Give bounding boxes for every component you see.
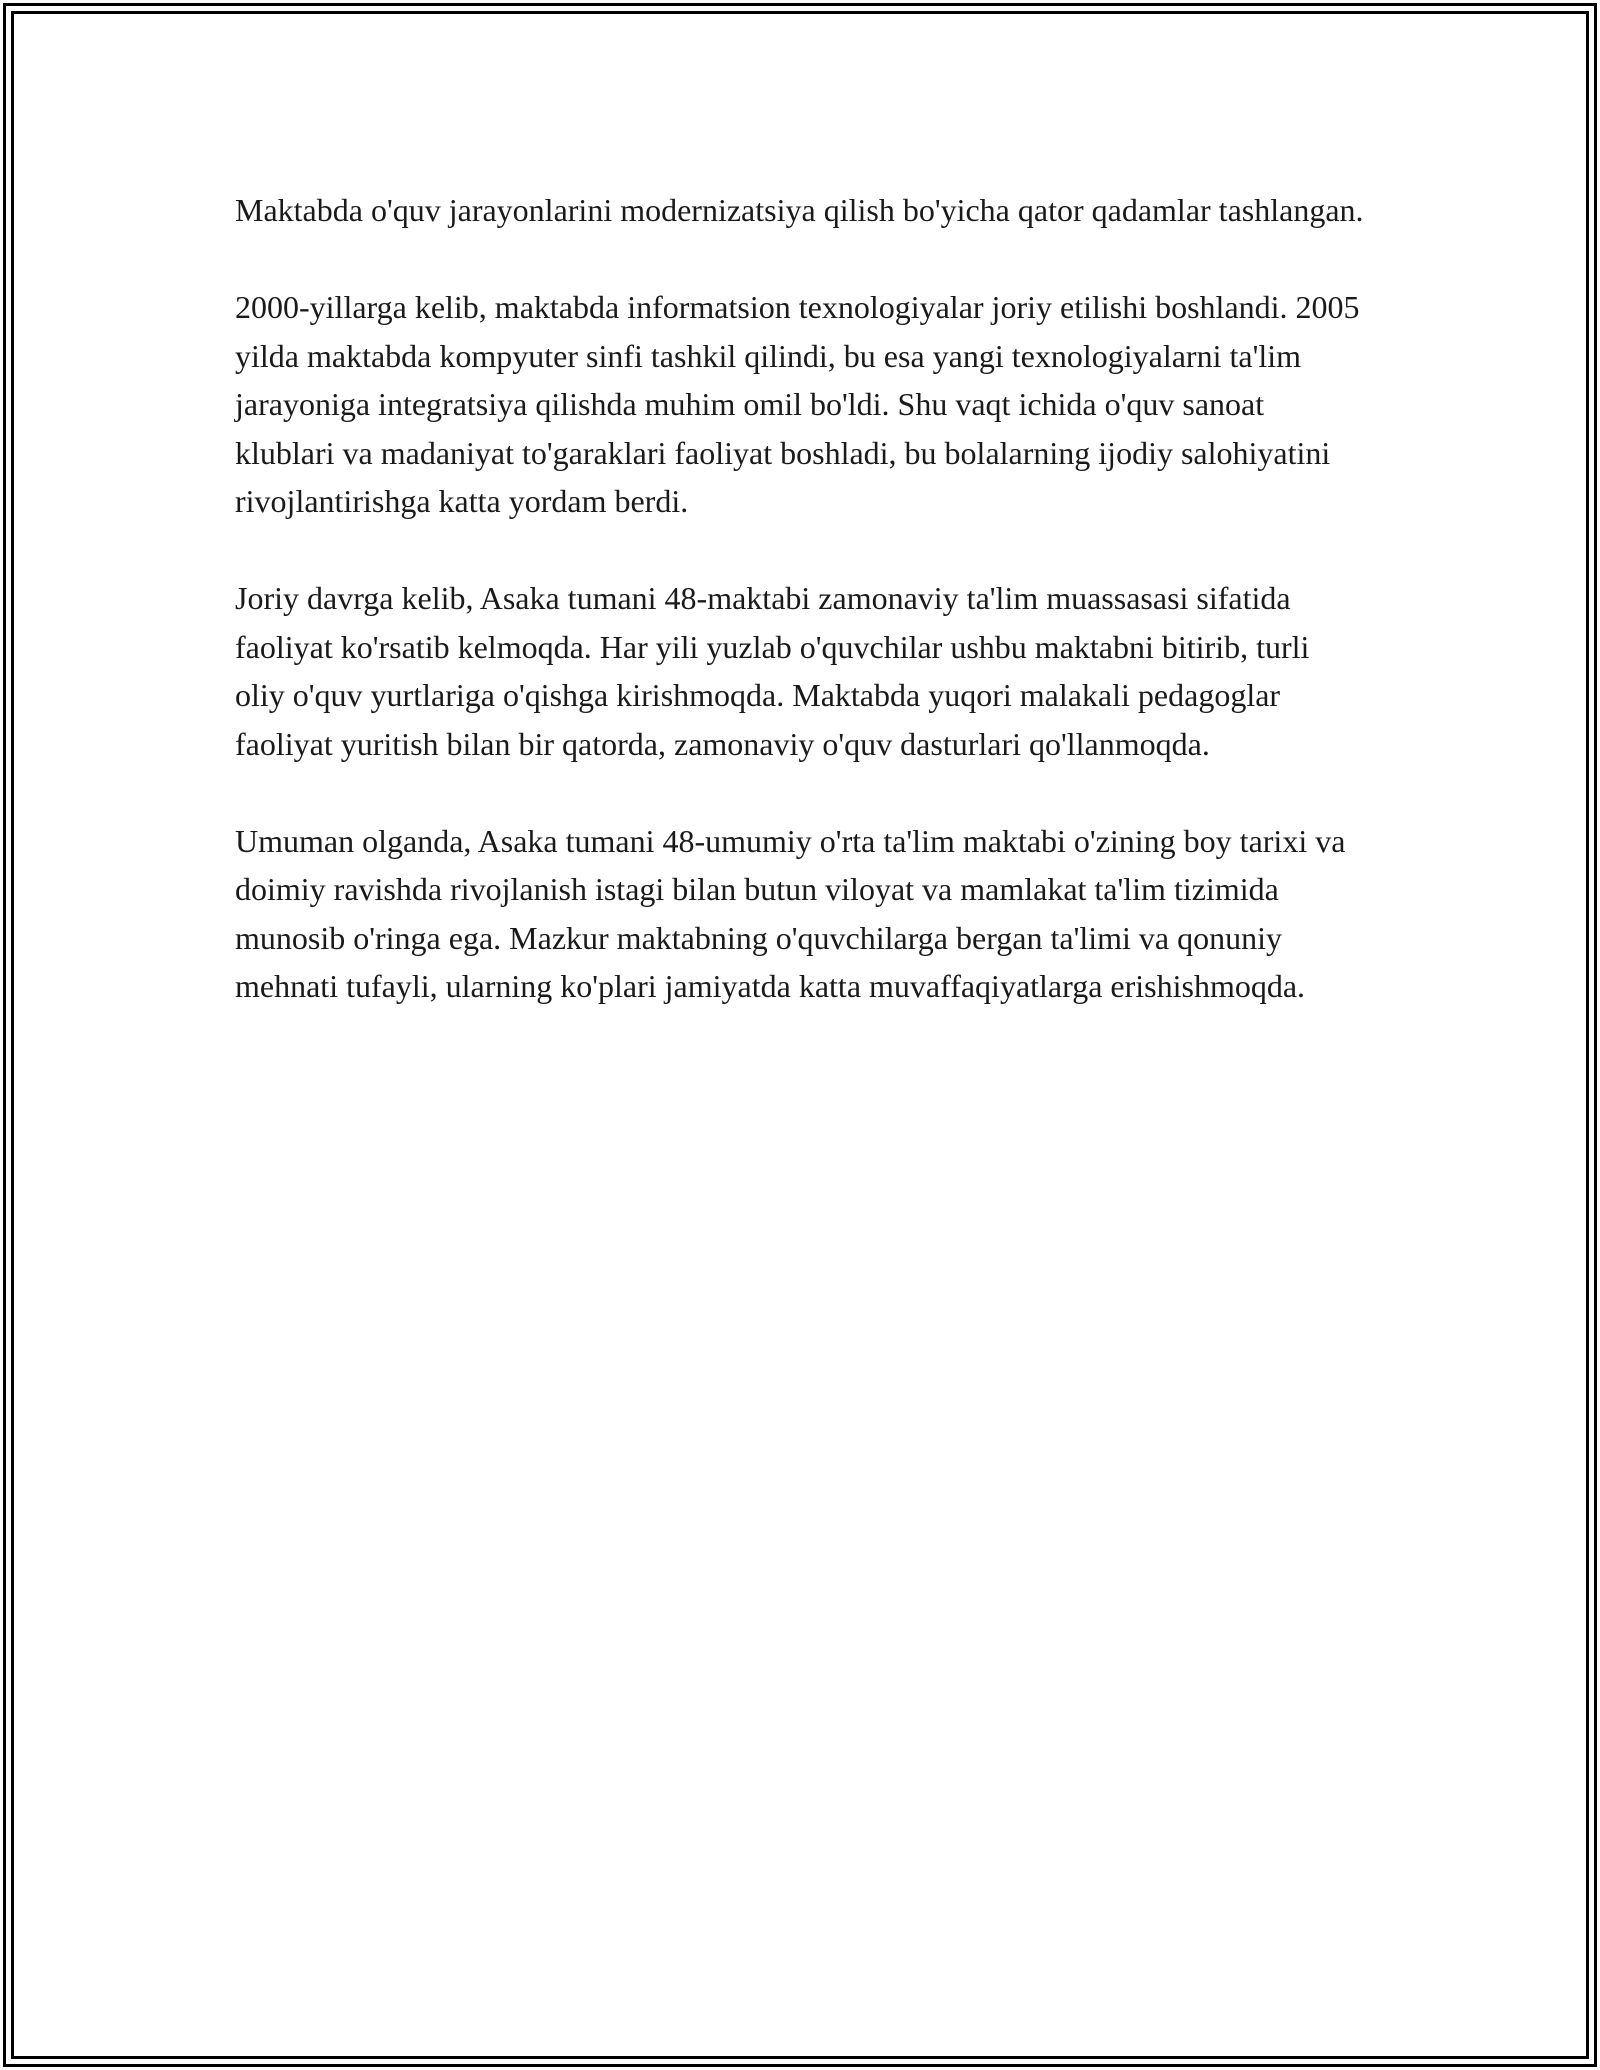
document-body — [235, 186, 1365, 1059]
paragraph-4: Umuman olganda, Asaka tumani 48-umumiy o'rta ta'lim maktabi o'zining boy tarixi va doimiy ravishda rivojlanish istagi bilan butun viloyat va mamlakat ta'lim tizimida munosib o'ringa ega. Mazkur maktabning o'quvchilarga bergan ta'limi va qonuniy mehnati tufayli, ularning ko'plari jamiyatda katta muvaffaqiyatlarga erishishmoqda. — [235, 822, 1346, 1004]
paragraph-2: 2000-yillarga kelib, maktabda informatsion texnologiyalar joriy etilishi boshlandi. 2005 yilda maktabda kompyuter sinfi tashkil qilindi, bu esa yangi texnologiyalarni ta'lim jarayoniga integratsiya qilishda muhim omil bo'ldi. Shu vaqt ichida o'quv sanoat klublari va madaniyat to'garaklari faoliyat boshladi, bu bolalarning ijodiy salohiyatini rivojlantirishga katta yordam berdi. — [235, 289, 1360, 519]
paragraph-3: Joriy davrga kelib, Asaka tumani 48-maktabi zamonaviy ta'lim muassasasi sifatida faoliyat ko'rsatib kelmoqda. Har yili yuzlab o'quvchilar ushbu maktabni bitirib, turli oliy o'quv yurtlariga o'qishga kirishmoqda. Maktabda yuqori malakali pedagoglar faoliyat yuritish bilan bir qatorda, zamonaviy o'quv dasturlari qo'llanmoqda. — [235, 580, 1310, 762]
paragraph-1: Maktabda o'quv jarayonlarini modernizatsiya qilish bo'yicha qator qadamlar tashlangan. — [235, 192, 1364, 228]
